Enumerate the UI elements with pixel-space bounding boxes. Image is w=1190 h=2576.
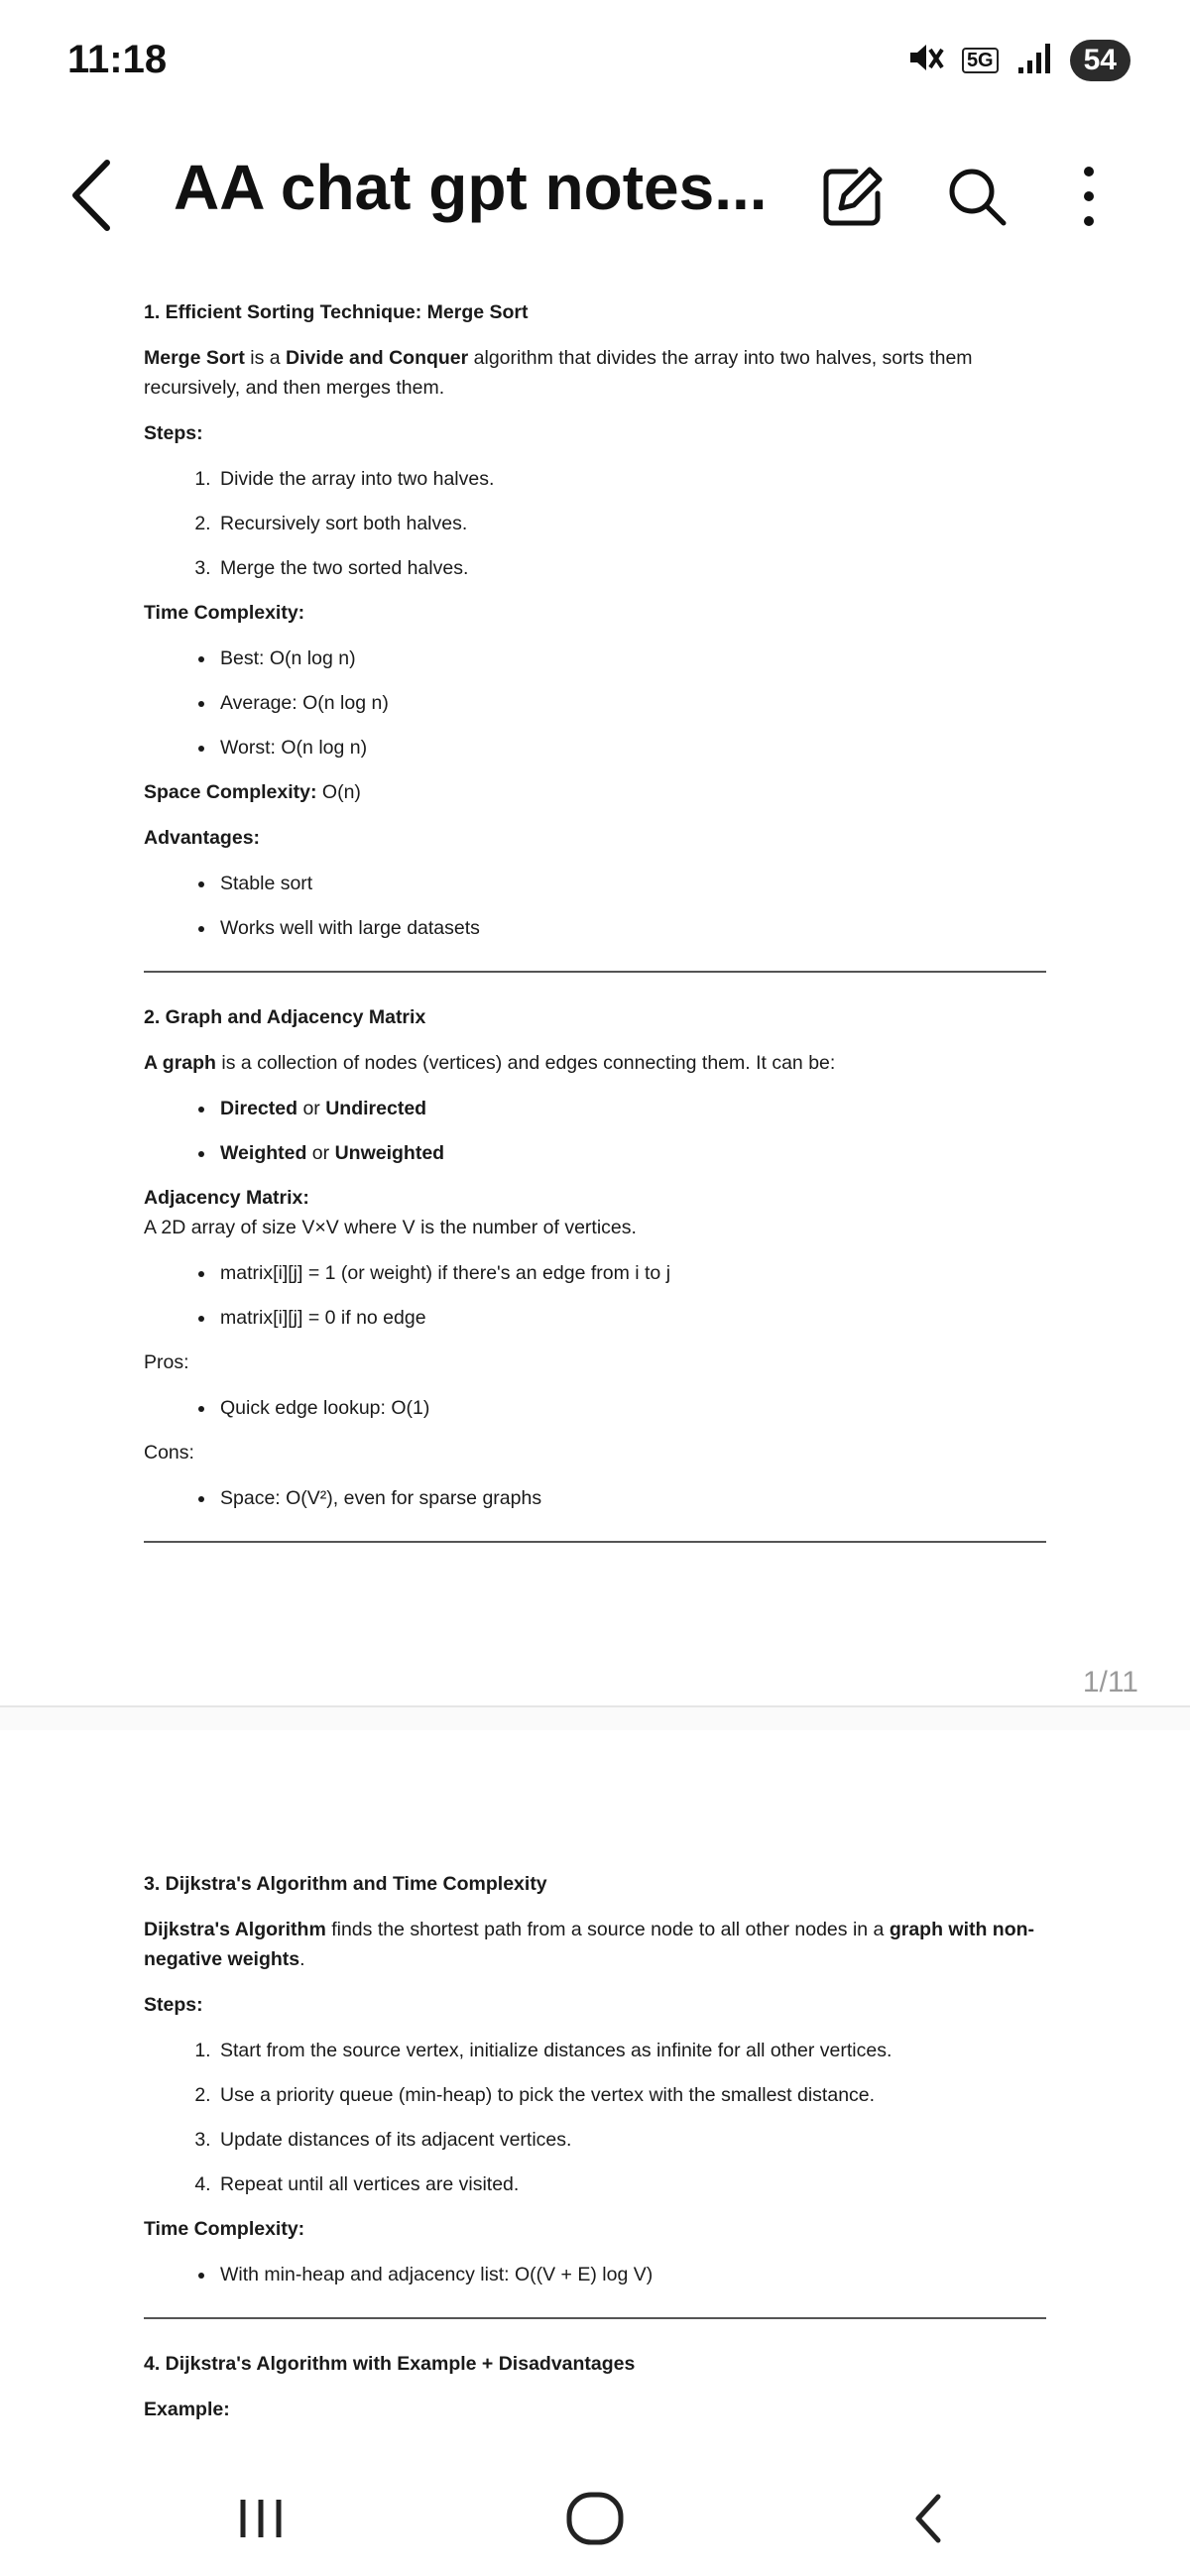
list-item: • Average: O(n log n) — [216, 688, 1046, 718]
search-icon — [944, 164, 1010, 229]
search-button[interactable] — [937, 157, 1016, 236]
app-bar — [0, 129, 1190, 258]
advantages-label: Advantages: — [144, 827, 261, 849]
cons-list — [144, 1483, 1046, 1513]
mute-icon — [904, 38, 944, 82]
time-complexity-label: Time Complexity: — [144, 2218, 305, 2240]
list-item: • Works well with large datasets — [216, 913, 1046, 943]
list-item: • Stable sort — [216, 869, 1046, 898]
list-item: • matrix[i][j] = 1 (or weight) if there's an edge from i to j — [216, 1258, 1046, 1288]
list-item: • Best: O(n log n) — [216, 644, 1046, 673]
list-item: 4. Repeat until all vertices are visited. — [216, 2169, 1046, 2199]
home-button[interactable] — [550, 2484, 640, 2553]
section-1-title: 1. Efficient Sorting Technique: Merge Sort — [144, 301, 529, 323]
list-item: • Worst: O(n log n) — [216, 733, 1046, 762]
list-item: • matrix[i][j] = 0 if no edge — [216, 1303, 1046, 1333]
list-item: 1. Start from the source vertex, initialize distances as infinite for all other vertices. — [216, 2036, 1046, 2065]
back-button[interactable] — [63, 151, 123, 240]
section-2-intro: A graph is a collection of nodes (vertices) and edges connecting them. It can be: — [144, 1052, 836, 1074]
dijkstra-time-list — [144, 2260, 1046, 2289]
section-4-title: 4. Dijkstra's Algorithm with Example + Disadvantages — [144, 2353, 636, 2375]
section-divider — [144, 1541, 1046, 1543]
advantages-list — [144, 869, 1046, 943]
status-bar — [0, 0, 1190, 129]
status-time: 11:18 — [67, 38, 168, 81]
list-item: 2. Use a priority queue (min-heap) to pick the vertex with the smallest distance. — [216, 2080, 1046, 2110]
section-divider — [144, 971, 1046, 973]
page-1-content — [144, 297, 1046, 1573]
signal-icon — [1016, 40, 1052, 80]
steps-label: Steps: — [144, 422, 203, 444]
merge-sort-steps — [144, 464, 1046, 583]
graph-types-list — [144, 1094, 1046, 1168]
matrix-rules-list — [144, 1258, 1046, 1333]
adjacency-matrix-desc: A 2D array of size V×V where V is the number of vertices. — [144, 1217, 637, 1238]
dijkstra-steps — [144, 2036, 1046, 2199]
recents-button[interactable] — [216, 2484, 305, 2553]
page-2-content — [144, 1869, 1046, 2440]
pros-list — [144, 1393, 1046, 1423]
list-item: 3. Merge the two sorted halves. — [216, 553, 1046, 583]
back-icon — [63, 151, 123, 240]
section-1-intro: Merge Sort is a Divide and Conquer algorithm that divides the array into two halves, sorts them recursively, and then merges them. — [144, 347, 973, 399]
section-divider — [144, 2317, 1046, 2319]
home-icon — [563, 2489, 627, 2548]
list-item: 1. Divide the array into two halves. — [216, 464, 1046, 494]
status-icons — [904, 38, 1130, 82]
battery-icon: 54 — [1070, 40, 1130, 81]
pros-label: Pros: — [144, 1351, 189, 1373]
list-item: • Weighted or Unweighted — [216, 1138, 1046, 1168]
list-item: 3. Update distances of its adjacent vertices. — [216, 2125, 1046, 2155]
document-title: AA chat gpt notes... — [174, 152, 768, 223]
document-page-1 — [0, 258, 1190, 1705]
merge-sort-time-list — [144, 644, 1046, 762]
time-complexity-label: Time Complexity: — [144, 602, 305, 624]
system-back-button[interactable] — [885, 2484, 974, 2553]
edit-button[interactable] — [813, 157, 892, 236]
list-item: • Quick edge lookup: O(1) — [216, 1393, 1046, 1423]
page-indicator: 1/11 — [1082, 1666, 1138, 1698]
list-item: • With min-heap and adjacency list: O((V + E) log V) — [216, 2260, 1046, 2289]
list-item: • Space: O(V²), even for sparse graphs — [216, 1483, 1046, 1513]
section-3-intro: Dijkstra's Algorithm finds the shortest path from a source node to all other nodes in a graph with non-negative weights. — [144, 1919, 1035, 1970]
space-complexity: Space Complexity: O(n) — [144, 781, 361, 803]
list-item: • Directed or Undirected — [216, 1094, 1046, 1123]
section-2-title: 2. Graph and Adjacency Matrix — [144, 1006, 426, 1028]
adjacency-matrix-block — [144, 1183, 1046, 1242]
navigation-bar — [0, 2464, 1190, 2576]
steps-label: Steps: — [144, 1994, 203, 2016]
recents-icon — [231, 2494, 291, 2543]
cons-label: Cons: — [144, 1442, 194, 1464]
more-options-button[interactable] — [1049, 157, 1129, 236]
section-3-title: 3. Dijkstra's Algorithm and Time Complexity — [144, 1873, 547, 1895]
example-label: Example: — [144, 2399, 230, 2420]
document-page-2 — [0, 1730, 1190, 2464]
list-item: 2. Recursively sort both halves. — [216, 509, 1046, 538]
back-nav-icon — [904, 2489, 954, 2548]
more-icon — [1079, 164, 1099, 229]
network-badge: 5G — [962, 48, 999, 73]
edit-icon — [818, 162, 888, 231]
adjacency-matrix-label: Adjacency Matrix: — [144, 1187, 309, 1209]
